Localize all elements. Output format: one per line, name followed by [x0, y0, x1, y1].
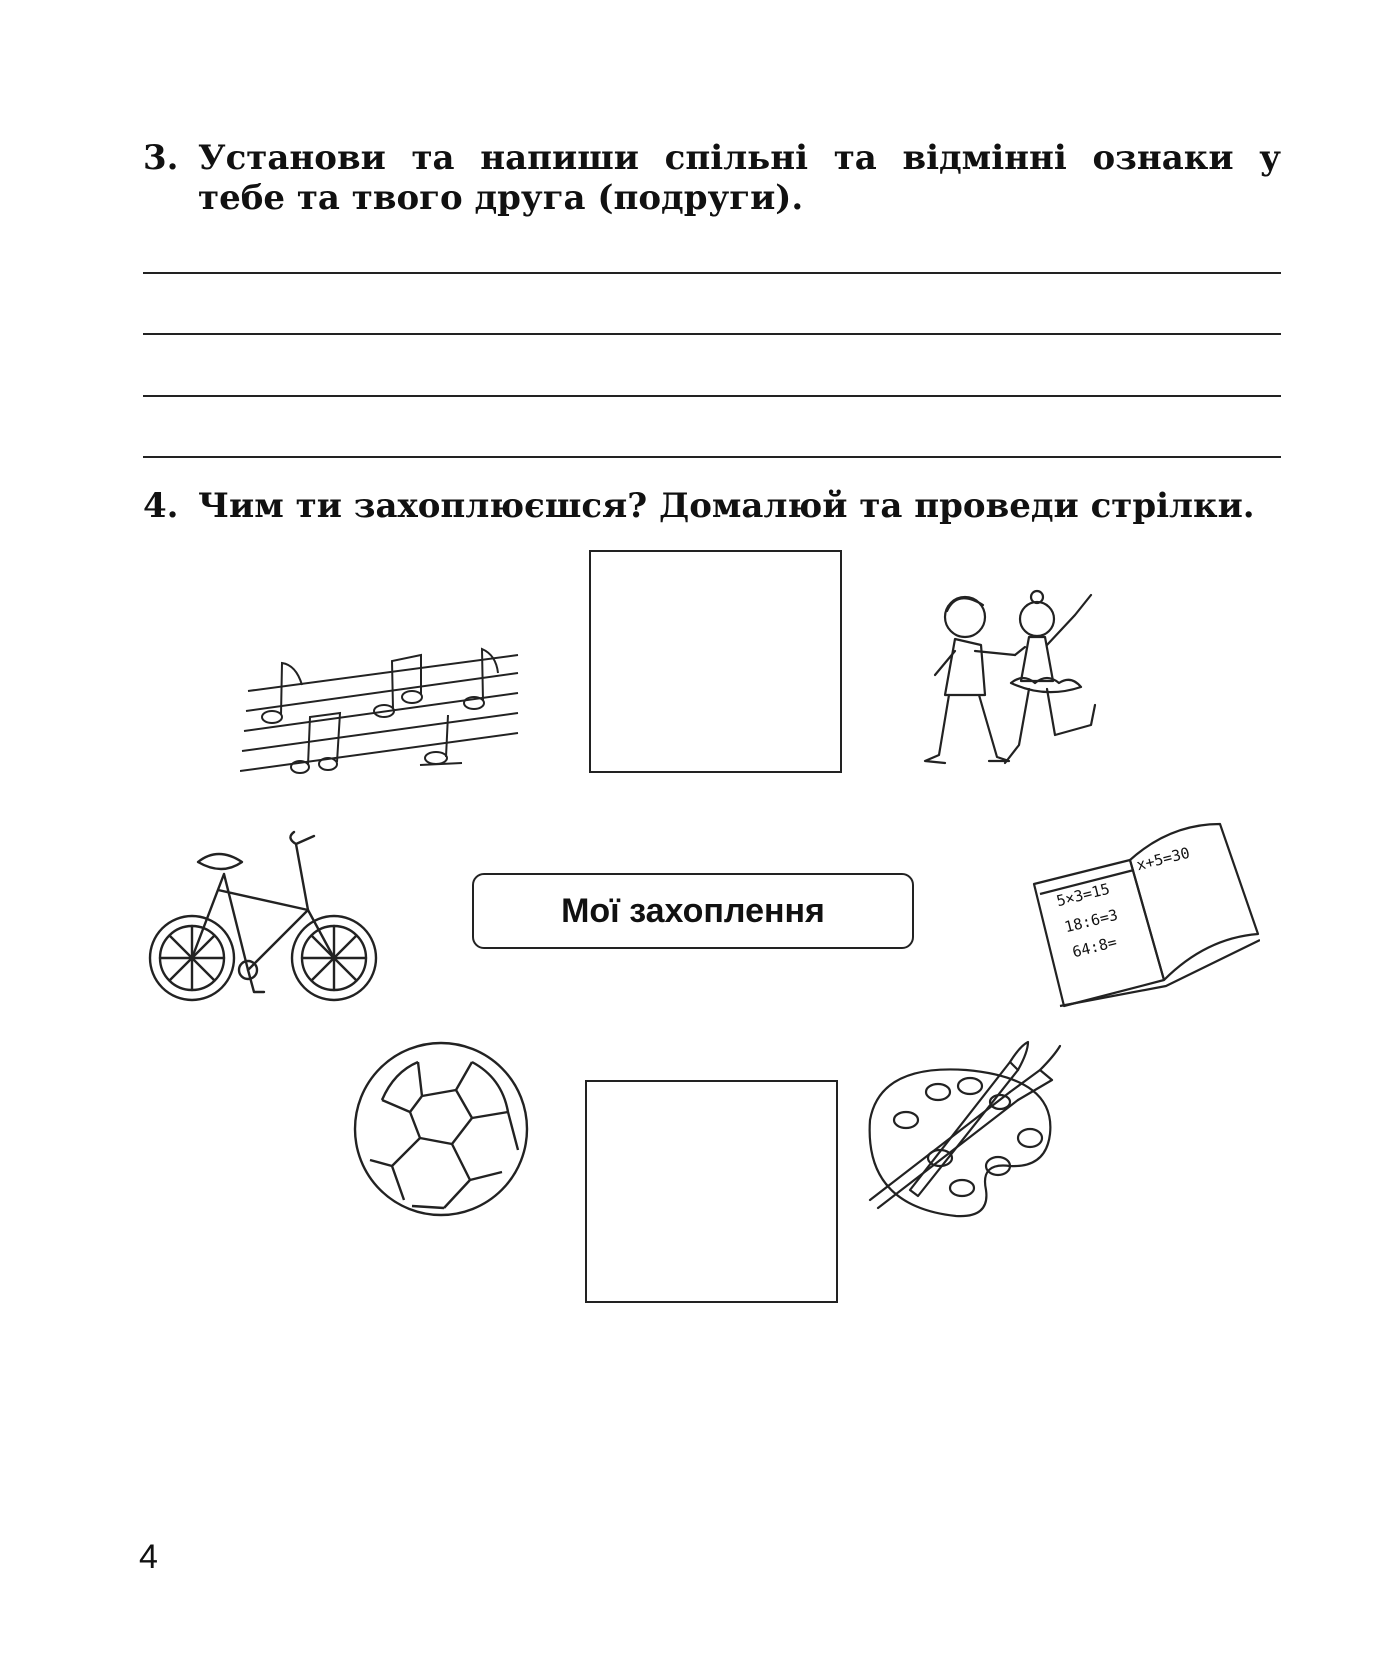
page-number: 4 — [139, 1538, 158, 1576]
task-3 — [143, 138, 1281, 228]
soccer-ball-icon[interactable] — [352, 1040, 530, 1218]
answer-line-3[interactable] — [143, 395, 1281, 397]
task-4-number: 4. — [143, 486, 179, 526]
task-3-number: 3. — [143, 138, 179, 178]
math-expression-4: x+5=30 — [1134, 843, 1192, 875]
answer-line-4[interactable] — [143, 456, 1281, 458]
math-expression-2: 18:6=3 — [1062, 905, 1120, 937]
center-label-text: Мої захоплення — [561, 891, 825, 930]
answer-line-1[interactable] — [143, 272, 1281, 274]
music-notes-icon[interactable] — [240, 645, 520, 775]
drawing-box-top[interactable] — [589, 550, 842, 773]
center-label-my-hobbies[interactable] — [472, 873, 914, 949]
drawing-box-bottom[interactable] — [585, 1080, 838, 1303]
bicycle-icon[interactable] — [148, 830, 380, 1006]
task-4 — [143, 486, 1281, 530]
dancing-couple-icon[interactable] — [915, 585, 1135, 775]
answer-line-2[interactable] — [143, 333, 1281, 335]
math-expression-3: 64:8= — [1070, 932, 1119, 962]
math-expression-1: 5×3=15 — [1054, 879, 1112, 911]
task-4-text: Чим ти захоплюєшся? Домалюй та проведи стрілки. — [198, 486, 1255, 526]
task-3-text: Установи та напиши спільні та відмінні ознаки у тебе та твого друга (подруги). — [198, 138, 1281, 218]
paint-palette-icon[interactable] — [860, 1040, 1090, 1220]
math-book-icon[interactable] — [1030, 820, 1260, 1010]
